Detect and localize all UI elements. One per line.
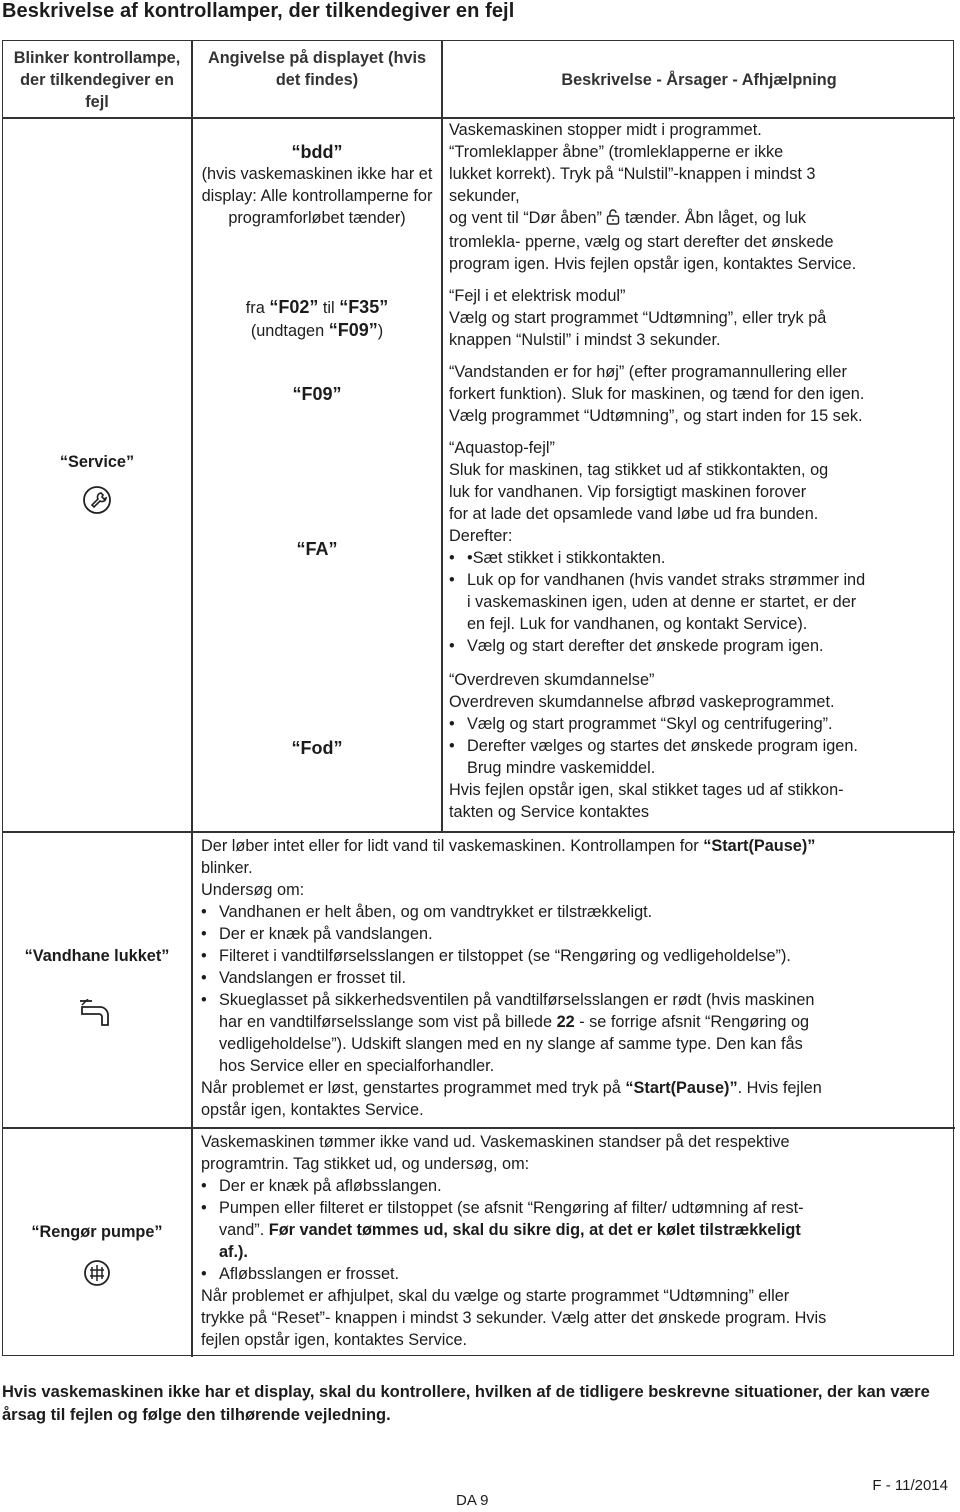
- bullet-line: vedligeholdelse”). Udskift slangen med en ny slange af samme type. Den kan fås: [219, 1035, 803, 1053]
- bullet-line: [219, 1011, 949, 1033]
- figure-ref: 22: [556, 1013, 575, 1031]
- bullet-item: • Afløbsslangen er frosset.: [201, 1263, 949, 1285]
- header-lamp: Blinker kontrollampe, der tilkendegiver en fejl: [13, 49, 181, 111]
- desc-text: tænder. Åbn låget, og luk: [625, 209, 807, 227]
- desc-line: Undersøg om:: [201, 881, 305, 899]
- desc-text: vand”.: [219, 1221, 265, 1239]
- desc-text: - se forrige afsnit “Rengøring og: [579, 1013, 810, 1031]
- bullet-line: Brug mindre vaskemiddel.: [467, 759, 656, 777]
- page-title: Beskrivelse af kontrollamper, der tilkendegiver en fejl: [2, 0, 515, 22]
- footer-code: F - 11/2014: [872, 1477, 948, 1494]
- bullet-line: hos Service eller en specialforhandler.: [219, 1057, 495, 1075]
- desc-line: luk for vandhanen. Vip forsigtigt maskinen forover: [449, 483, 807, 501]
- bullet-line: • Skueglasset på sikkerhedsventilen på vandtilførselsslangen er rødt (hvis maskinen: [219, 991, 815, 1009]
- desc-fa: [449, 437, 949, 657]
- bullet-item: • Vælg og start derefter det ønskede program igen.: [449, 635, 949, 657]
- lock-open-icon: [606, 209, 620, 231]
- bullet-line: af.).: [219, 1243, 248, 1261]
- excl-suffix: ): [377, 322, 384, 340]
- desc-line: Hvis fejlen opstår igen, skal stikket tages ud af stikkon-: [449, 781, 844, 799]
- desc-line: Vælg og start programmet “Udtømning”, eller tryk på: [449, 309, 827, 327]
- desc-line: [201, 835, 949, 857]
- desc-line: “Vandstanden er for høj” (efter programannullering eller: [449, 363, 847, 381]
- code-fa: “FA”: [296, 539, 338, 559]
- header-description: Beskrivelse - Årsager - Afhjælpning: [561, 71, 837, 89]
- start-pause-label: “Start(Pause)”: [625, 1079, 738, 1097]
- desc-line: Sluk for maskinen, tag stikket ud af stikkontakten, og: [449, 461, 829, 479]
- desc-text: . Hvis fejlen: [737, 1079, 822, 1097]
- display-f02-f35: [199, 296, 435, 342]
- bullet-line: i vaskemaskinen igen, uden at denne er startet, er der: [467, 593, 857, 611]
- desc-line: “Aquastop-fejl”: [449, 439, 555, 457]
- code-f09: “F09”: [292, 384, 342, 404]
- bullet-item: • •Sæt stikket i stikkontakten.: [449, 547, 949, 569]
- bullet-item: • Vælg og start programmet “Skyl og centrifugering”.: [449, 713, 949, 735]
- lamp-rengor-pumpe: “Rengør pumpe”: [31, 1223, 163, 1241]
- desc-line: lukket korrekt). Tryk på “Nulstil”-knappen i mindst 3: [449, 165, 816, 183]
- code-bdd: “bdd”: [291, 142, 343, 162]
- desc-line: [201, 1077, 949, 1099]
- bullet-item: • Vandslangen er frosset til.: [201, 967, 949, 989]
- f02-mid: til: [322, 299, 335, 317]
- faucet-icon: [9, 999, 185, 1033]
- desc-line: “Fejl i et elektrisk modul”: [449, 287, 626, 305]
- bullet-line: • Pumpen eller filteret er tilstoppet (se afsnit “Rengøring af filter/ udtømning af rest-: [219, 1199, 804, 1217]
- desc-line: blinker.: [201, 859, 253, 877]
- desc-line: for at lade det opsamlede vand løbe ud fra bunden.: [449, 505, 819, 523]
- desc-line: trykke på “Reset”- knappen i mindst 3 sekunder. Vælg atter det ønskede program. Hvis: [201, 1309, 827, 1327]
- desc-line: Overdreven skumdannelse afbrød vaskeprogrammet.: [449, 693, 835, 711]
- bullet-item: [201, 1197, 949, 1263]
- display-bdd: [199, 141, 435, 229]
- bullet-item: • Filteret i vandtilførselsslangen er tilstoppet (se “Rengøring og vedligeholdelse”).: [201, 945, 949, 967]
- bullet-item: [201, 989, 949, 1077]
- bullet-item: • Der er knæk på vandslangen.: [201, 923, 949, 945]
- desc-bdd: [449, 119, 949, 275]
- desc-line: knappen “Nulstil” i mindst 3 sekunder.: [449, 331, 721, 349]
- header-display: Angivelse på displayet (hvis det findes): [207, 49, 427, 89]
- desc-line: Vælg programmet “Udtømning”, og start inden for 15 sek.: [449, 407, 863, 425]
- row-divider-1: [3, 831, 955, 833]
- desc-line: Vaskemaskinen tømmer ikke vand ud. Vaskemaskinen standser på det respektive: [201, 1133, 790, 1151]
- desc-text: har en vandtilførselsslange som vist på billede: [219, 1013, 553, 1031]
- desc-vandhane: [201, 835, 949, 1121]
- bdd-note: (hvis vaskemaskinen ikke har et display: Alle kontrollamperne for programforløbet tænder): [201, 165, 433, 227]
- row-divider-2: [3, 1127, 955, 1129]
- code-f09-excl: “F09”: [328, 320, 378, 340]
- desc-text: og vent til “Dør åben”: [449, 209, 602, 227]
- bullet-item: [449, 735, 949, 779]
- bullet-line: • Luk op for vandhanen (hvis vandet straks strømmer ind: [467, 571, 866, 589]
- desc-rengor-pumpe: [201, 1131, 949, 1351]
- desc-text: Når problemet er løst, genstartes programmet med tryk på: [201, 1079, 621, 1097]
- desc-f02: [449, 285, 949, 351]
- f02-prefix: fra: [245, 299, 265, 317]
- desc-line: program igen. Hvis fejlen opstår igen, kontaktes Service.: [449, 255, 857, 273]
- error-table: [2, 40, 954, 1356]
- desc-line: Vaskemaskinen stopper midt i programmet.: [449, 121, 762, 139]
- desc-line: Derefter:: [449, 527, 513, 545]
- warning-text: Før vandet tømmes ud, skal du sikre dig, at det er kølet tilstrækkeligt: [268, 1221, 801, 1239]
- bullet-line: en fejl. Luk for vandhanen, og kontakt Service).: [467, 615, 808, 633]
- start-pause-label: “Start(Pause)”: [703, 837, 816, 855]
- desc-line: sekunder,: [449, 187, 520, 205]
- excl-prefix: (undtagen: [250, 322, 325, 340]
- bullet-item: [449, 569, 949, 635]
- desc-line: opstår igen, kontaktes Service.: [201, 1101, 424, 1119]
- bullet-item: • Der er knæk på afløbsslangen.: [201, 1175, 949, 1197]
- bottom-note: Hvis vaskemaskinen ikke har et display, skal du kontrollere, hvilken af de tidligere beskrevne situationer, der kan være årsag til fejlen og følge den tilhørende vejledning.: [2, 1383, 930, 1424]
- desc-line: Når problemet er afhjulpet, skal du vælge og starte programmet “Udtømning” eller: [201, 1287, 790, 1305]
- desc-line: forkert funktion). Sluk for maskinen, og tænd for den igen.: [449, 385, 865, 403]
- desc-line: takten og Service kontaktes: [449, 803, 650, 821]
- desc-f09: [449, 361, 949, 427]
- wrench-icon: [9, 485, 185, 515]
- lamp-service: “Service”: [59, 453, 135, 471]
- pump-filter-icon: [9, 1259, 185, 1287]
- code-f35: “F35”: [339, 297, 389, 317]
- desc-fod: [449, 669, 949, 823]
- desc-line: programtrin. Tag stikket ud, og undersøg, om:: [201, 1155, 530, 1173]
- desc-line: “Tromleklapper åbne” (tromleklapperne er ikke: [449, 143, 784, 161]
- code-fod: “Fod”: [291, 738, 343, 758]
- bullet-item: • Vandhanen er helt åben, og om vandtrykket er tilstrækkeligt.: [201, 901, 949, 923]
- bullet-line: • Derefter vælges og startes det ønskede program igen.: [467, 737, 858, 755]
- page-number: DA 9: [456, 1492, 489, 1509]
- desc-line: tromlekla- pperne, vælg og start derefter det ønskede: [449, 233, 834, 251]
- desc-text: Der løber intet eller for lidt vand til vaskemaskinen. Kontrollampen for: [201, 837, 699, 855]
- bullet-line: [219, 1219, 949, 1241]
- code-f02: “F02”: [269, 297, 319, 317]
- desc-line: “Overdreven skumdannelse”: [449, 671, 655, 689]
- lamp-vandhane: “Vandhane lukket”: [24, 947, 170, 965]
- col-divider-1: [191, 41, 193, 1357]
- col-divider-2: [441, 41, 443, 831]
- desc-line: fejlen opstår igen, kontaktes Service.: [201, 1331, 468, 1349]
- desc-line: [449, 207, 949, 231]
